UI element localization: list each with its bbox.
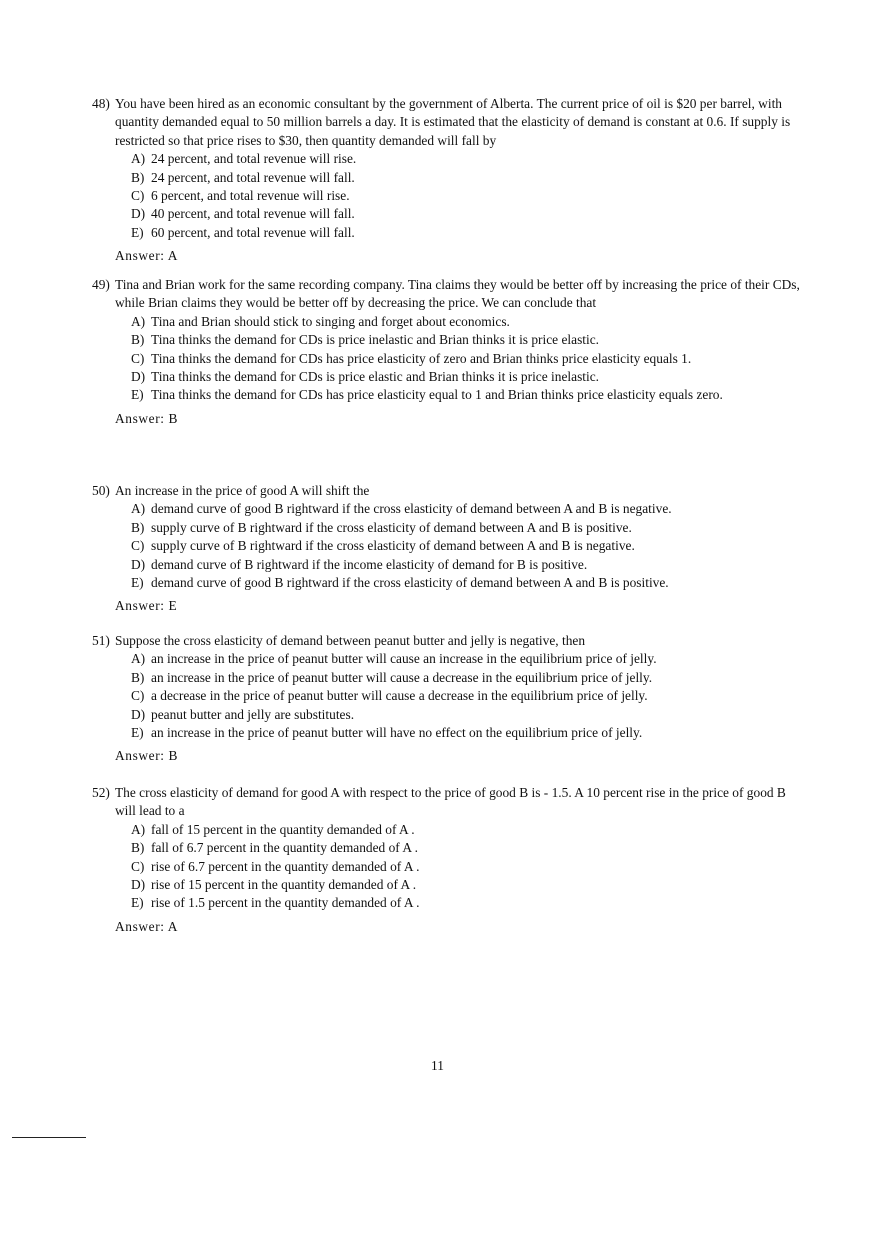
answer: Answer: E xyxy=(115,598,178,614)
option-text: 24 percent, and total revenue will fall. xyxy=(151,169,355,185)
option-text: Tina and Brian should stick to singing and forget about economics. xyxy=(151,313,510,329)
question-48 xyxy=(92,95,804,266)
question-49 xyxy=(92,276,804,428)
option-item xyxy=(131,894,804,912)
option-item xyxy=(131,500,804,518)
option-label: D) xyxy=(131,877,146,893)
question-stem: Tina and Brian work for the same recording company. Tina claims they would be better off by increasing the price of their CDs, while Brian claims they would be better off by decreasing the price. We can conclude that xyxy=(115,277,800,311)
answer: Answer: B xyxy=(115,410,179,426)
footnote-divider xyxy=(12,1137,86,1138)
question-stem: The cross elasticity of demand for good A with respect to the price of good B is - 1.5. A 10 percent rise in the price of good B will lead to a xyxy=(115,785,786,819)
option-label: A) xyxy=(131,151,146,167)
option-label: C) xyxy=(131,858,145,874)
option-text: demand curve of B rightward if the income elasticity of demand for B is positive. xyxy=(151,556,588,572)
option-item xyxy=(131,331,804,349)
question-51 xyxy=(92,632,804,766)
option-item xyxy=(131,724,804,742)
option-text: supply curve of B rightward if the cross elasticity of demand between A and B is negative. xyxy=(151,538,635,554)
question-number: 50) xyxy=(92,483,110,498)
question-52 xyxy=(92,784,804,936)
option-item xyxy=(131,224,804,242)
option-text: Tina thinks the demand for CDs has price elasticity equal to 1 and Brian thinks price elasticity equals zero. xyxy=(151,387,723,403)
option-item xyxy=(131,821,804,839)
options-list xyxy=(131,821,804,913)
option-text: 60 percent, and total revenue will fall. xyxy=(151,224,355,240)
option-label: C) xyxy=(131,538,145,554)
option-label: D) xyxy=(131,706,146,722)
option-label: E) xyxy=(131,387,144,403)
option-text: fall of 6.7 percent in the quantity demanded of A . xyxy=(151,840,418,856)
option-text: rise of 6.7 percent in the quantity demanded of A . xyxy=(151,858,420,874)
option-item xyxy=(131,858,804,876)
option-label: A) xyxy=(131,821,146,837)
options-list xyxy=(131,650,804,742)
option-label: B) xyxy=(131,169,145,185)
option-item xyxy=(131,650,804,668)
option-text: Tina thinks the demand for CDs is price elastic and Brian thinks it is price inelastic. xyxy=(151,369,600,385)
option-text: 24 percent, and total revenue will rise. xyxy=(151,151,357,167)
options-list xyxy=(131,313,804,405)
option-text: Tina thinks the demand for CDs has price elasticity of zero and Brian thinks price elasticity equals 1. xyxy=(151,350,692,366)
option-label: B) xyxy=(131,840,145,856)
option-label: E) xyxy=(131,895,144,911)
option-text: an increase in the price of peanut butter will cause an increase in the equilibrium price of jelly. xyxy=(151,651,657,667)
option-text: an increase in the price of peanut butter will have no effect on the equilibrium price of jelly. xyxy=(151,725,643,741)
option-label: B) xyxy=(131,332,145,348)
option-item xyxy=(131,187,804,205)
option-item xyxy=(131,313,804,331)
question-50 xyxy=(92,482,804,616)
option-label: E) xyxy=(131,575,144,591)
option-item xyxy=(131,368,804,386)
option-label: E) xyxy=(131,725,144,741)
option-item xyxy=(131,876,804,894)
option-item xyxy=(131,706,804,724)
option-label: B) xyxy=(131,519,145,535)
question-stem: Suppose the cross elasticity of demand between peanut butter and jelly is negative, then xyxy=(115,633,586,648)
option-label: A) xyxy=(131,501,146,517)
option-item xyxy=(131,386,804,404)
option-text: demand curve of good B rightward if the cross elasticity of demand between A and B is negative. xyxy=(151,501,672,517)
option-item xyxy=(131,350,804,368)
option-label: A) xyxy=(131,313,146,329)
option-label: D) xyxy=(131,556,146,572)
question-stem: You have been hired as an economic consultant by the government of Alberta. The current price of oil is $20 per barrel, with quantity demanded equal to 50 million barrels a day. It is estimated that the elasticity of demand is constant at 0.6. If supply is restricted so that price rises to $30, then quantity demanded will fall by xyxy=(115,96,791,148)
option-label: D) xyxy=(131,369,146,385)
option-text: peanut butter and jelly are substitutes. xyxy=(151,706,355,722)
option-item xyxy=(131,169,804,187)
answer: Answer: A xyxy=(115,248,179,264)
option-item xyxy=(131,556,804,574)
question-number: 48) xyxy=(92,96,110,111)
question-stem: An increase in the price of good A will shift the xyxy=(115,483,370,498)
option-text: 40 percent, and total revenue will fall. xyxy=(151,206,355,222)
page-number: 11 xyxy=(431,1058,444,1073)
question-number: 52) xyxy=(92,785,110,800)
option-item xyxy=(131,574,804,592)
option-text: supply curve of B rightward if the cross elasticity of demand between A and B is positive. xyxy=(151,519,632,535)
option-item xyxy=(131,687,804,705)
option-label: A) xyxy=(131,651,146,667)
option-text: fall of 15 percent in the quantity demanded of A . xyxy=(151,821,415,837)
options-list xyxy=(131,500,804,592)
option-text: rise of 1.5 percent in the quantity demanded of A . xyxy=(151,895,420,911)
option-item xyxy=(131,537,804,555)
answer: Answer: A xyxy=(115,918,179,934)
option-label: C) xyxy=(131,350,145,366)
option-label: E) xyxy=(131,224,144,240)
option-item xyxy=(131,519,804,537)
option-text: rise of 15 percent in the quantity demanded of A . xyxy=(151,877,417,893)
option-label: C) xyxy=(131,688,145,704)
option-item xyxy=(131,150,804,168)
option-item xyxy=(131,205,804,223)
option-label: B) xyxy=(131,669,145,685)
option-item xyxy=(131,669,804,687)
option-item xyxy=(131,839,804,857)
option-text: demand curve of good B rightward if the cross elasticity of demand between A and B is positive. xyxy=(151,575,669,591)
answer: Answer: B xyxy=(115,748,179,764)
option-label: D) xyxy=(131,206,146,222)
question-number: 51) xyxy=(92,633,110,648)
options-list xyxy=(131,150,804,242)
option-text: an increase in the price of peanut butter will cause a decrease in the equilibrium price of jelly. xyxy=(151,669,653,685)
option-text: a decrease in the price of peanut butter will cause a decrease in the equilibrium price of jelly. xyxy=(151,688,648,704)
question-number: 49) xyxy=(92,277,110,292)
option-text: 6 percent, and total revenue will rise. xyxy=(151,188,350,204)
option-label: C) xyxy=(131,188,145,204)
option-text: Tina thinks the demand for CDs is price inelastic and Brian thinks it is price elastic. xyxy=(151,332,600,348)
